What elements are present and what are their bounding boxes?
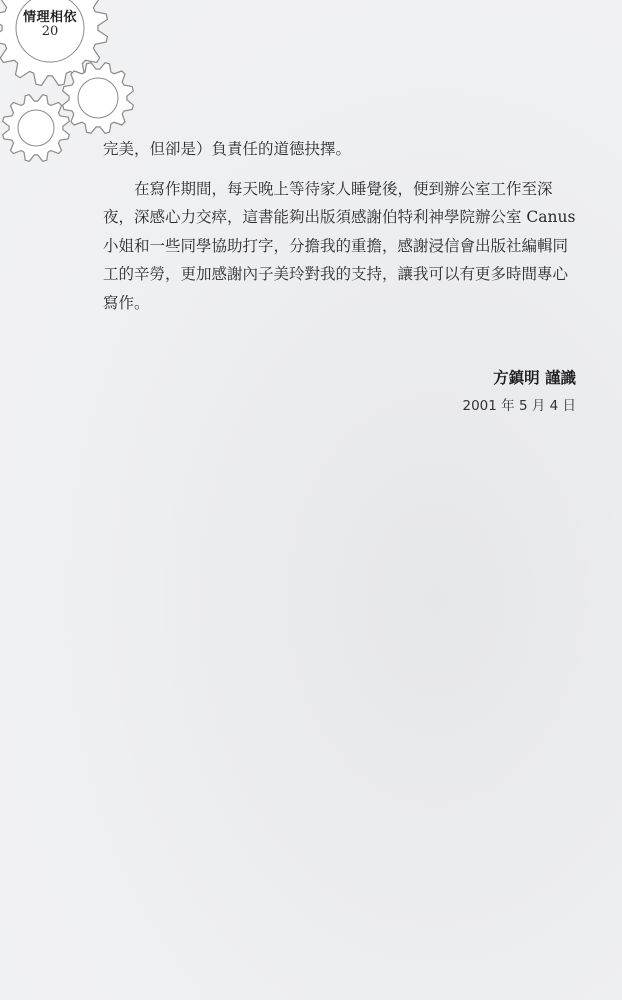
- running-head: [10, 6, 90, 39]
- paragraph-acknowledgement: 在寫作期間，每天晚上等待家人睡覺後，便到辦公室工作至深夜，深感心力交瘁，這書能夠出版須感謝伯特利神學院辦公室 Canus 小姐和一些同學協助打字，分擔我的重擔，感謝浸信會出版社編輯同工的辛勞，更加感謝內子美玲對我的支持，讓我可以有更多時間專心寫作。: [103, 179, 576, 312]
- gear-shape: [63, 63, 134, 134]
- page-number: 20: [41, 24, 59, 39]
- gear-shape: [3, 95, 70, 162]
- book-title: 情理相依: [22, 10, 77, 25]
- signature-block: [463, 366, 577, 418]
- body-text: [103, 135, 583, 328]
- paragraph-continuation: 完美，但卻是）負責任的道德抉擇。: [103, 140, 352, 158]
- signature-date: 2001 年 5 月 4 日: [462, 398, 576, 414]
- author-signature: 方鎮明 謹識: [493, 369, 576, 387]
